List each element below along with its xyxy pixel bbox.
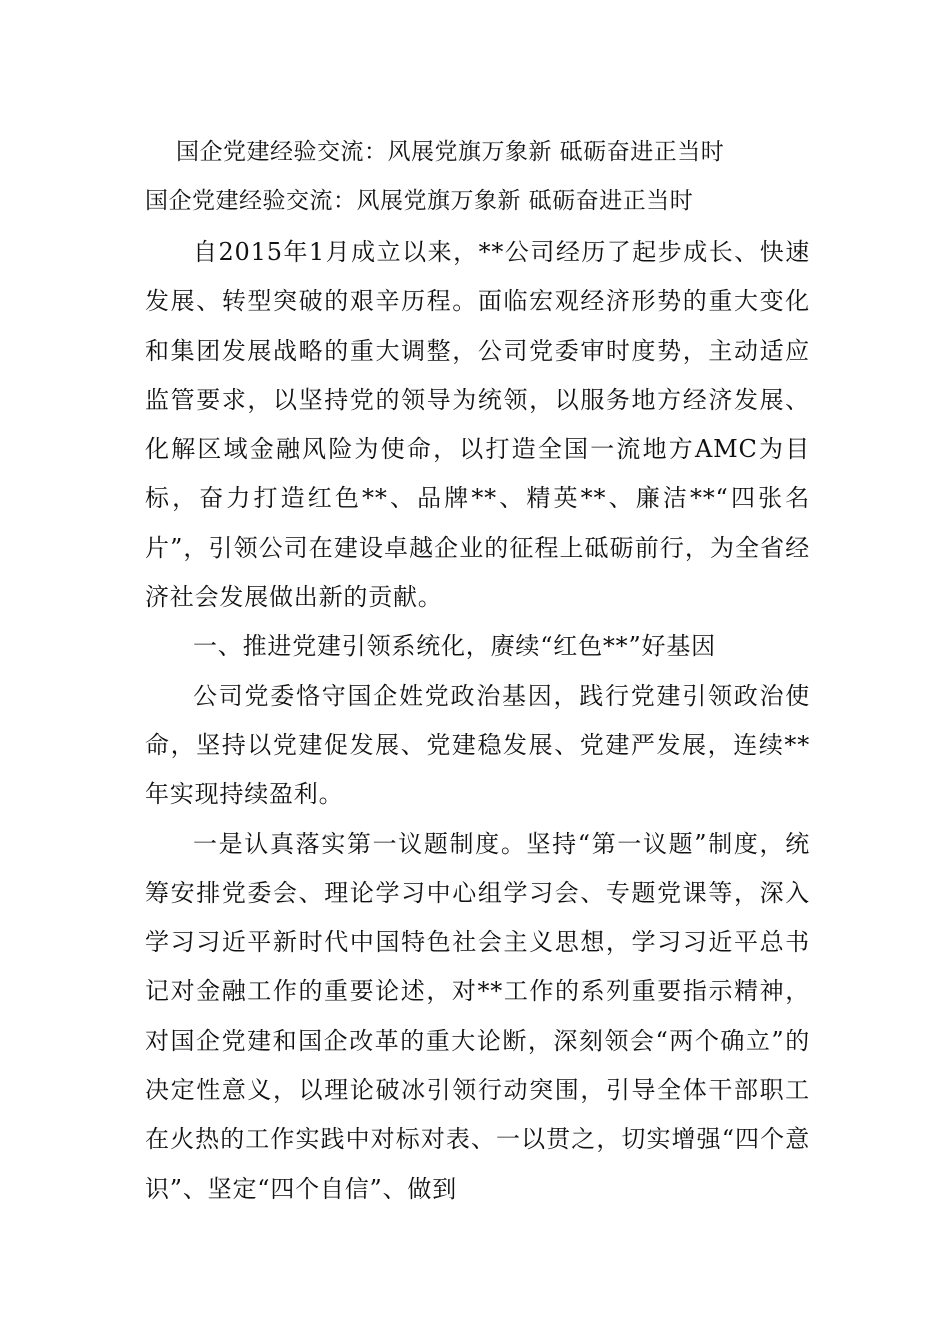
section-heading-1: 一、推进党建引领系统化，赓续“红色**”好基因 xyxy=(193,632,716,661)
document-title-line-2: 国企党建经验交流：风展党旗万象新 砥砺奋进正当时 xyxy=(145,188,694,214)
paragraph-first-topic: 一是认真落实第一议题制度。坚持“第一议题”制度，统筹安排党委会、理论学习中心组学习会、专题党课等，深入学习习近平新时代中国特色社会主义思想，学习习近平总书记对金融工作的重要论述，对**工作的系列重要指示精神，对国企党建和国企改革的重大论断，深刻领会“两个确立”的决定性意义，以理论破冰引领行动突围，引导全体干部职工在火热的工作实践中对标对表、一以贯之，切实增强“四个意识”、坚定“四个自信”、做到 xyxy=(145,829,810,1203)
paragraph-section-1: 公司党委恪守国企姓党政治基因，践行党建引领政治使命，坚持以党建促发展、党建稳发展、党建严发展，连续**年实现持续盈利。 xyxy=(145,681,810,809)
paragraph-intro: 自2015年1月成立以来，**公司经历了起步成长、快速发展、转型突破的艰辛历程。面临宏观经济形势的重大变化和集团发展战略的重大调整，公司党委审时度势，主动适应监管要求，以坚持党的领导为统领，以服务地方经济发展、化解区域金融风险为使命，以打造全国一流地方AMC为目标，奋力打造红色**、品牌**、精英**、廉洁**“四张名片”，引领公司在建设卓越企业的征程上砥砺前行，为全省经济社会发展做出新的贡献。 xyxy=(145,238,810,612)
document-body xyxy=(145,228,810,1214)
document-title-line-1: 国企党建经验交流：风展党旗万象新 砥砺奋进正当时 xyxy=(176,139,725,165)
